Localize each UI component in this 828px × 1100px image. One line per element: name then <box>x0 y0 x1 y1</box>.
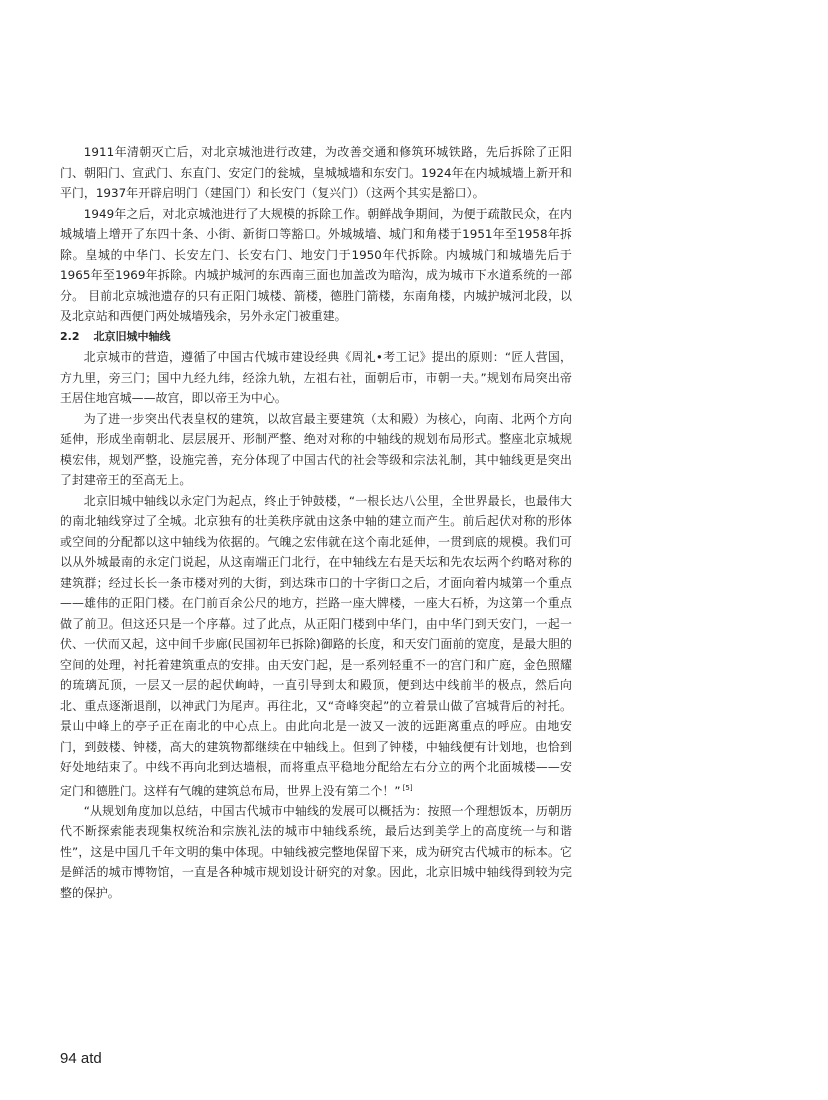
axis-quote-text: 北京旧城中轴线以永定门为起点，终止于钟鼓楼，“一根长达八公里，全世界最长，也最伟大的南北轴线穿过了全城。北京独有的壮美秩序就由这条中轴的建立而产生。前后起伏对称的形体或空间的分配都以这中轴线为依据的。气魄之宏伟就在这个南北延伸，一贯到底的规模。我们可以从外城最南的永定门说起，从这南端正门北行，在中轴线左右是天坛和先农坛两个约略对称的建筑群；经过长长一条市楼对列的大街，到达珠市口的十字街口之后，才面向着内城第一个重点——雄伟的正阳门楼。在门前百余公尺的地方，拦路一座大牌楼，一座大石桥，为这第一个重点做了前卫。但这还只是一个序幕。过了此点，从正阳门楼到中华门，由中华门到天安门，一起一伏、一伏而又起，这中间千步廊(民国初年已拆除)御路的长度，和天安门面前的宽度，是最大胆的空间的处理，衬托着建筑重点的安排。由天安门起，是一系列轻重不一的宫门和广庭，金色照耀的琉璃瓦顶，一层又一层的起伏峋峙，一直引导到太和殿顶，便到达中线前半的极点，然后向北、重点逐渐退削，以神武门为尾声。再往北，又“奇峰突起”的立着景山做了宫城背后的衬托。景山中峰上的亭子正在南北的中心点上。由此向北是一波又一波的远距离重点的呼应。由地安门，到鼓楼、钟楼，高大的建筑物都继续在中轴线上。但到了钟楼，中轴线便有计划地，也恰到好处地结束了。中线不再向北到达墙根，而将重点平稳地分配给左右分立的两个北面城楼——安定门和德胜门。这样有气魄的建筑总布局，世界上没有第二个！” <box>60 493 572 798</box>
footnote-marker: [5] <box>402 783 413 792</box>
page-folio: 94 atd <box>60 1050 102 1067</box>
section-title: 北京旧城中轴线 <box>93 329 171 343</box>
section-heading <box>60 327 572 348</box>
paragraph-axis-quote <box>60 491 572 801</box>
paragraph-1949: 1949年之后，对北京城池进行了大规模的拆除工作。朝鲜战争期间，为便于疏散民众，在内城城墙上增开了东四十条、小街、新街口等豁口。外城城墙、城门和角楼于1951年至1958年拆除。皇城的中华门、长安左门、长安右门、地安门于1950年代拆除。内城城门和城墙先后于1965年至1969年拆除。内城护城河的东西南三面也加盖改为暗沟，成为城市下水道系统的一部分。 目前北京城池遗存的只有正阳门城楼、箭楼，德胜门箭楼，东南角楼，内城护城河北段，以及北京站和西便门两处城墙残余，另外永定门被重建。 <box>60 206 572 323</box>
paragraph-imperial-axis: 为了进一步突出代表皇权的建筑，以故宫最主要建筑（太和殿）为核心，向南、北两个方向延伸，形成坐南朝北、层层展开、形制严整、绝对对称的中轴线的规划布局形式。整座北京城规模宏伟，规划严整，设施完善，充分体现了中国古代的社会等级和宗法礼制，其中轴线更是突出了封建帝王的至高无上。 <box>60 411 572 487</box>
paragraph-1911: 1911年清朝灭亡后，对北京城池进行改建，为改善交通和修筑环城铁路，先后拆除了正阳门、朝阳门、宣武门、东直门、安定门的瓮城，皇城城墙和东安门。1924年在内城城墙上新开和平门，1937年开辟启明门（建国门）和长安门（复兴门）（这两个其实是豁口）。 <box>60 145 572 200</box>
section-number: 2.2 <box>60 329 80 343</box>
paragraph-urban-planning: 北京城市的营造，遵循了中国古代城市建设经典《周礼•考工记》提出的原则：“匠人营国，方九里，旁三门；国中九经九纬，经涂九轨，左祖右社，面朝后市，市朝一夫。”规划布局突出帝王居住地宫城——故宫，即以帝王为中心。 <box>60 350 572 405</box>
article-body <box>60 142 572 903</box>
paragraph-summary: “从规划角度加以总结，中国古代城市中轴线的发展可以概括为：按照一个理想饭本，历朝历代不断探索能表现集权统治和宗族礼法的城市中轴线系统，最后达到美学上的高度统一与和谐性”，这是中国几千年文明的集中体现。中轴线被完整地保留下来，成为研究古代城市的标本。它是鲜活的城市博物馆，一直是各种城市规划设计研究的对象。因此，北京旧城中轴线得到较为完整的保护。 <box>60 803 572 900</box>
